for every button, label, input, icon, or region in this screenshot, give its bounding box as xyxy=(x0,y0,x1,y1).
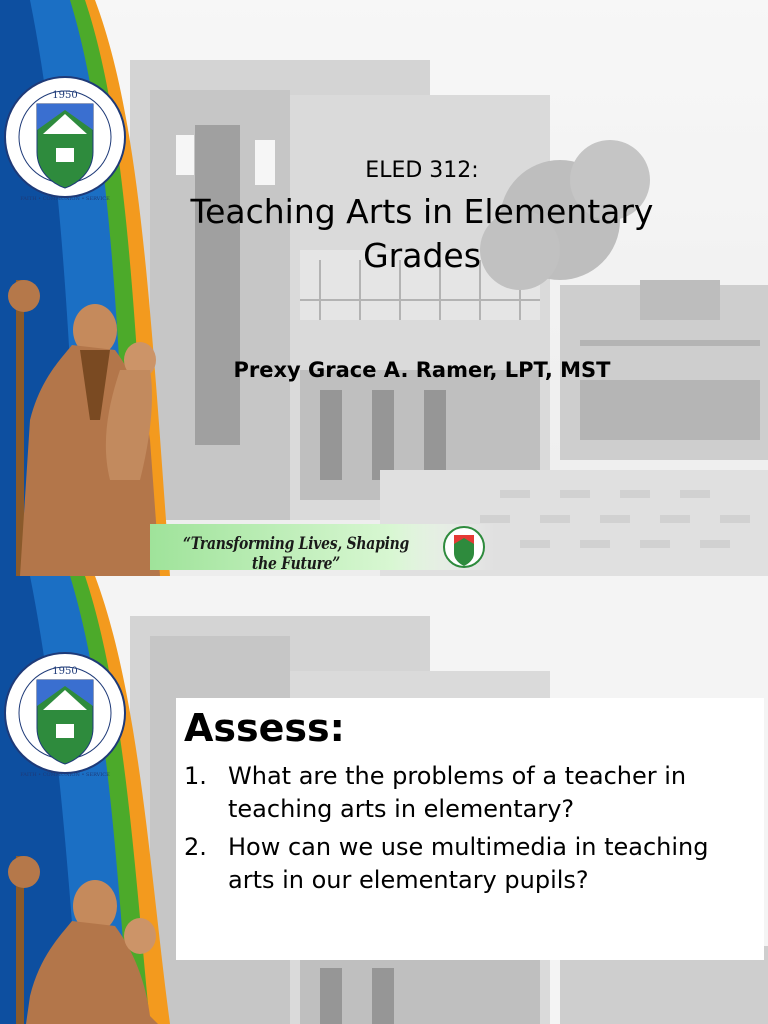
seal-small-icon xyxy=(444,527,484,567)
seal-year: 1950 xyxy=(52,90,78,101)
question-text: How can we use multimedia in teaching arts in our elementary pupils? xyxy=(228,833,709,894)
seal-year: 1950 xyxy=(52,666,78,677)
seal-motto: FAITH • COMMUNION • SERVICE xyxy=(20,772,110,778)
assess-panel xyxy=(176,698,764,960)
list-item xyxy=(184,760,754,826)
list-number: 2. xyxy=(184,833,207,861)
seal-motto: FAITH • COMMUNION • SERVICE xyxy=(20,196,110,202)
college-seal-icon xyxy=(2,628,128,798)
presenter-name: Prexy Grace A. Ramer, LPT, MST xyxy=(233,358,611,382)
assess-heading: Assess: xyxy=(184,706,345,750)
course-title: Teaching Arts in Elementary Grades xyxy=(190,192,654,275)
college-seal-icon xyxy=(2,52,128,222)
school-slogan: “Transforming Lives, Shaping the Future” xyxy=(182,534,410,574)
list-item xyxy=(184,831,754,897)
course-code: ELED 312: xyxy=(365,158,479,183)
question-list xyxy=(184,760,754,902)
question-text: What are the problems of a teacher in teaching arts in elementary? xyxy=(228,762,687,823)
list-number: 1. xyxy=(184,762,207,790)
assess-slide xyxy=(0,576,768,1024)
